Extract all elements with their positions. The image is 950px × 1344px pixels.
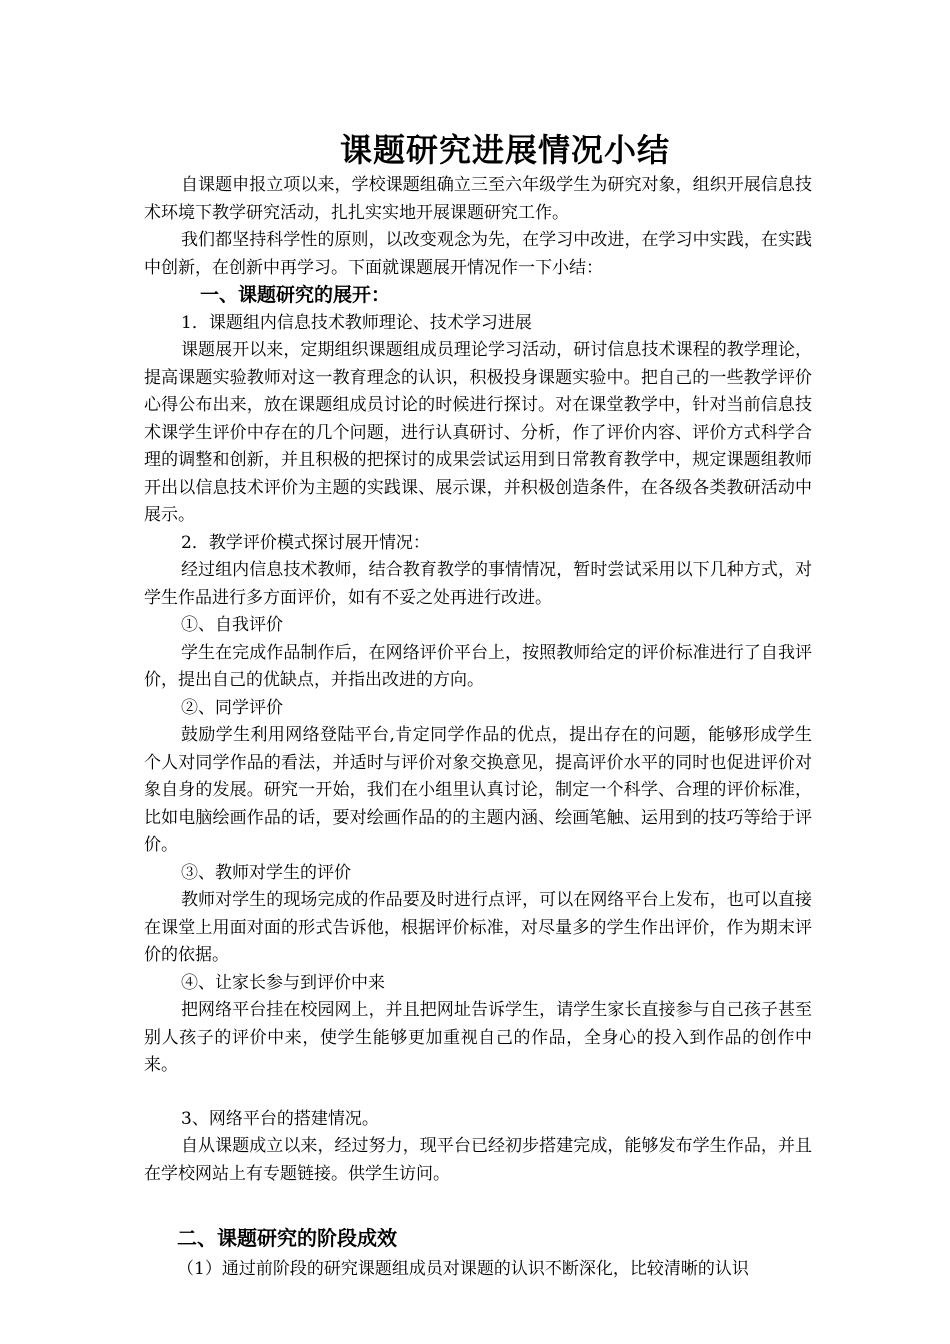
subsection-1-label: 1．课题组内信息技术教师理论、技术学习进展 xyxy=(181,312,532,333)
document-title: 课题研究进展情况小结 xyxy=(339,131,670,169)
subsection-3-label: 3、网络平台的搭建情况。 xyxy=(181,1108,379,1129)
intro-paragraph-1: 自课题申报立项以来，学校课题组确立三至六年级学生为研究对象，组织开展信息技术环境下教学研究活动，扎扎实实地开展课题研究工作。 xyxy=(144,175,812,223)
evaluation-item-3-text: 教师对学生的现场完成的作品要及时进行点评，可以在网络平台上发布，也可以直接在课堂上用面对面的形式告诉他，根据评价标准，对尽量多的学生作出评价，作为期末评价的依据。 xyxy=(144,890,812,965)
subsection-3-text: 自从课题成立以来，经过努力，现平台已经初步搭建完成，能够发布学生作品，并且在学校网站上有专题链接。供学生访问。 xyxy=(144,1136,812,1184)
section-2-heading: 二、课题研究的阶段成效 xyxy=(177,1226,397,1250)
evaluation-item-3-label: ③、教师对学生的评价 xyxy=(181,862,351,883)
subsection-1-text: 课题展开以来，定期组织课题组成员理论学习活动，研讨信息技术课程的教学理论，提高课题实验教师对这一教育理念的认识，积极投身课题实验中。把自己的一些教学评价心得公布出来，放在课题组成员讨论的时候进行探讨。对在课堂教学中，针对当前信息技术课学生评价中存在的几个问题，进行认真研讨、分析，作了评价内容、评价方式科学合理的调整和创新，并且积极的把探讨的成果尝试运用到日常教育教学中，规定课题组教师开出以信息技术评价为主题的实践课、展示课，并积极创造条件，在各级各类教研活动中展示。 xyxy=(144,340,812,525)
section-2-text: （1）通过前阶段的研究课题组成员对课题的认识不断深化，比较清晰的认识 xyxy=(177,1259,749,1279)
evaluation-item-1-text: 学生在完成作品制作后，在网络评价平台上，按照教师给定的评价标准进行了自我评价，提出自己的优缺点，并指出改进的方向。 xyxy=(144,642,812,690)
blank-line xyxy=(144,1188,812,1220)
evaluation-item-2-text: 鼓励学生利用网络登陆平台,肯定同学作品的优点，提出存在的问题，能够形成学生个人对同学作品的看法，并适时与评价对象交换意见，提高评价水平的同时也促进评价对象自身的发展。研究一开始，我们在小组里认真讨论，制定一个科学、合理的评价标准，比如电脑绘画作品的话，要对绘画作品的的主题内涵、绘画笔触、运用到的技巧等给于评价。 xyxy=(144,725,812,855)
evaluation-item-1-label: ①、自我评价 xyxy=(181,615,283,635)
blank-line xyxy=(144,1080,812,1106)
evaluation-item-2-label: ②、同学评价 xyxy=(181,697,283,718)
subsection-2-text: 经过组内信息技术教师，结合教育教学的事情情况，暂时尝试采用以下几种方式，对学生作品进行多方面评价，如有不妥之处再进行改进。 xyxy=(144,560,812,608)
document-body xyxy=(144,172,812,1284)
subsection-2-label: 2．教学评价模式探讨展开情况： xyxy=(181,532,430,553)
evaluation-item-4-label: ④、让家长参与到评价中来 xyxy=(181,972,385,993)
section-1-heading: 一、课题研究的展开： xyxy=(200,284,391,306)
intro-paragraph-2: 我们都坚持科学性的原则，以改变观念为先，在学习中改进，在学习中实践，在实践中创新，在创新中再学习。下面就课题展开情况作一下小结： xyxy=(144,230,812,278)
evaluation-item-4-text: 把网络平台挂在校园网上，并且把网址告诉学生，请学生家长直接参与自己孩子甚至别人孩子的评价中来，使学生能够更加重视自己的作品，全身心的投入到作品的创作中来。 xyxy=(144,1000,812,1075)
